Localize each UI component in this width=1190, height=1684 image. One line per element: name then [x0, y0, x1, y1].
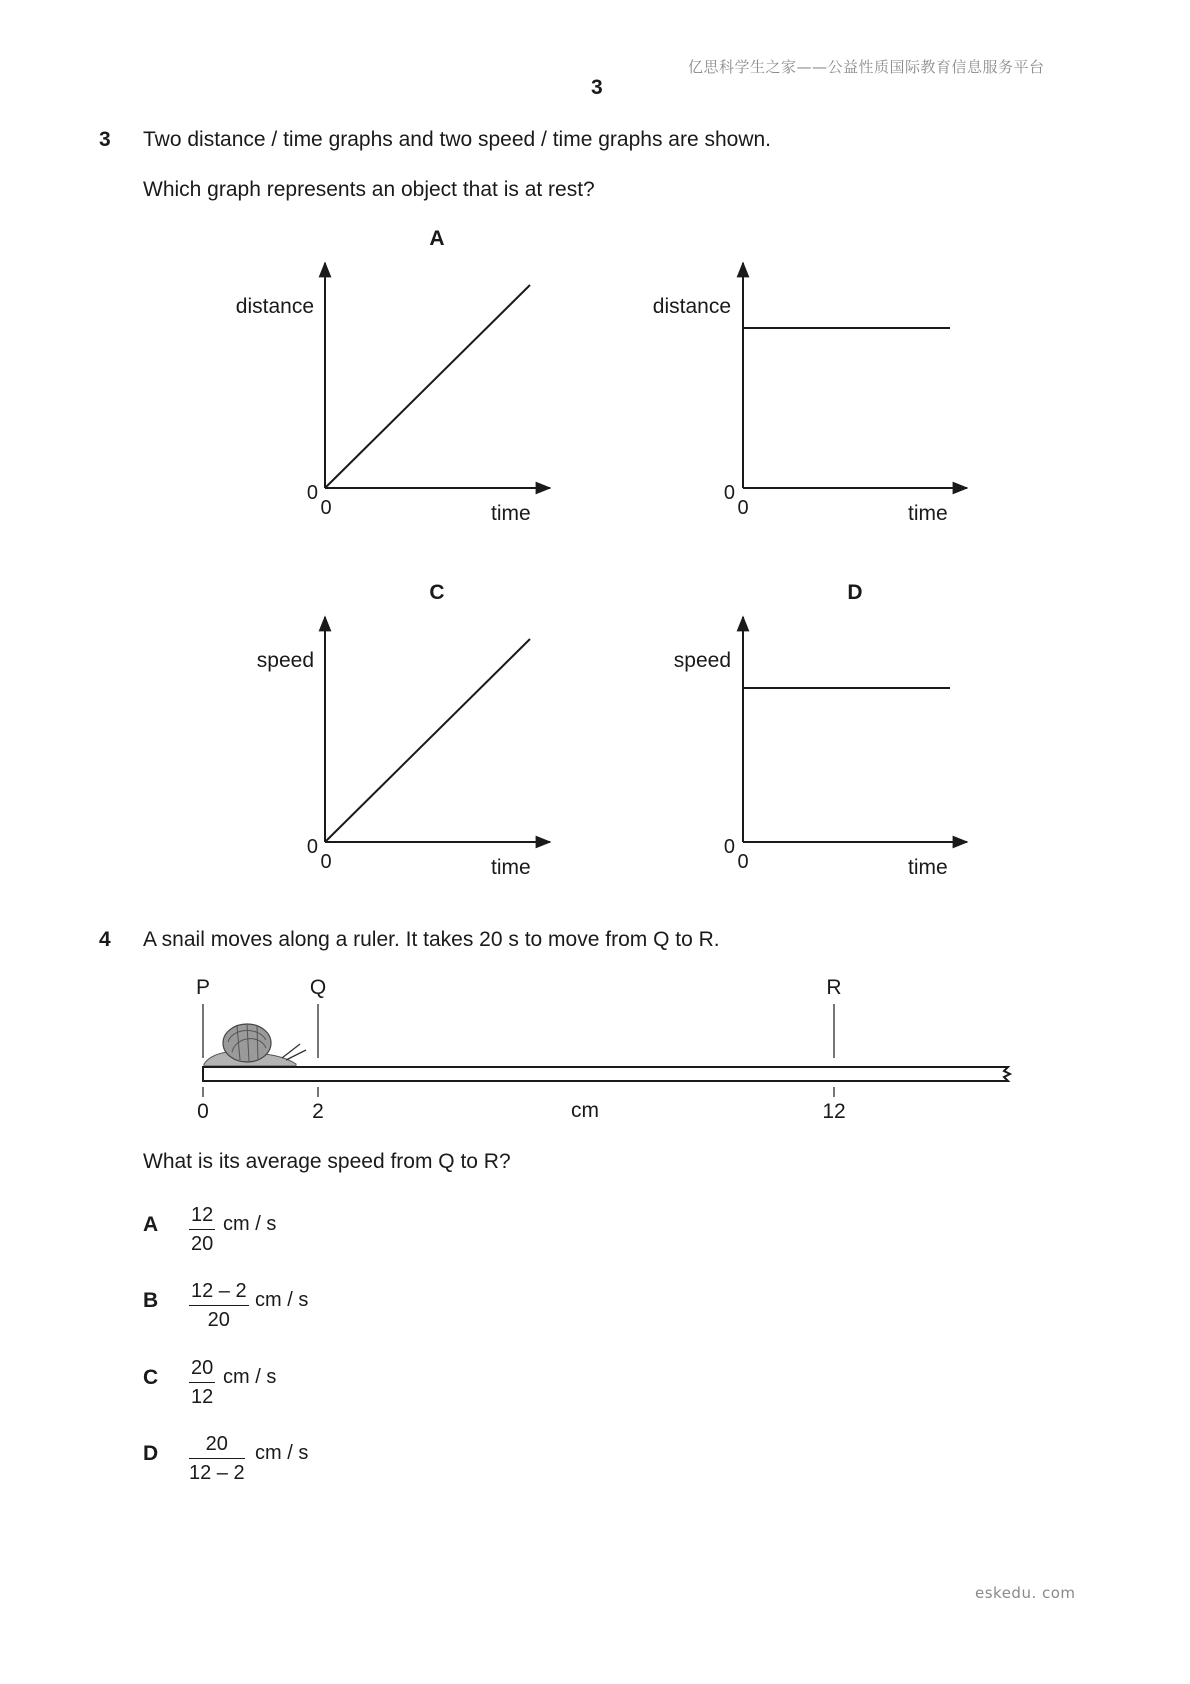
graph-b-origin-x: 0 — [737, 497, 749, 519]
option-d-denominator: 12 – 2 — [189, 1462, 245, 1484]
graph-d-origin-x: 0 — [737, 851, 749, 873]
question-3-prompt: Which graph represents an object that is at rest? — [143, 178, 595, 201]
question-4-prompt: What is its average speed from Q to R? — [143, 1150, 511, 1173]
graph-a-origin-x: 0 — [320, 497, 332, 519]
graph-d-xlabel: time — [908, 856, 948, 879]
option-c-denominator: 12 — [191, 1386, 214, 1408]
ruler-diagram — [0, 960, 1190, 1130]
graph-a-label: A — [429, 227, 445, 250]
tick-value-0: 0 — [197, 1100, 209, 1123]
option-a-numerator: 12 — [189, 1203, 215, 1230]
graph-c-origin-y: 0 — [306, 836, 318, 858]
graph-a-origin-y: 0 — [306, 482, 318, 504]
graph-d-ylabel: speed — [673, 649, 731, 672]
graph-c — [257, 581, 550, 879]
option-c-unit: cm / s — [223, 1366, 277, 1388]
option-c-fraction — [189, 1356, 215, 1409]
option-b-unit: cm / s — [255, 1289, 309, 1311]
graph-a-line — [325, 285, 530, 488]
footer-site: eskedu. com — [975, 1584, 1076, 1602]
graph-a — [236, 227, 550, 525]
graph-a-ylabel: distance — [235, 295, 314, 318]
marker-p-label: P — [195, 976, 211, 999]
ruler — [203, 1067, 1010, 1081]
tick-value-2: 2 — [312, 1100, 324, 1123]
graph-d — [674, 581, 967, 879]
option-b-numerator: 12 – 2 — [189, 1279, 249, 1306]
question-4-number: 4 — [99, 928, 111, 951]
snail-icon — [204, 1024, 306, 1066]
option-a-letter[interactable]: A — [143, 1213, 159, 1236]
graph-c-label: C — [429, 581, 445, 604]
option-a-fraction — [189, 1203, 215, 1256]
graph-d-origin-y: 0 — [723, 836, 735, 858]
option-a-denominator: 20 — [191, 1233, 214, 1255]
graph-b-ylabel: distance — [652, 295, 731, 318]
option-d-fraction — [189, 1432, 245, 1485]
option-d-letter[interactable]: D — [143, 1442, 159, 1465]
option-d-unit: cm / s — [255, 1442, 309, 1464]
question-3-text: Two distance / time graphs and two speed / time graphs are shown. — [143, 128, 772, 151]
marker-q-label: Q — [309, 976, 327, 999]
question-3-number: 3 — [99, 128, 111, 151]
graph-b-origin-y: 0 — [723, 482, 735, 504]
graph-d-label: D — [847, 581, 863, 604]
graph-a-xlabel: time — [491, 502, 531, 525]
graph-c-origin-x: 0 — [320, 851, 332, 873]
option-b-denominator: 20 — [207, 1309, 230, 1331]
question-4-text: A snail moves along a ruler. It takes 20 s to move from Q to R. — [143, 928, 720, 951]
graph-c-line — [325, 639, 530, 842]
option-c-letter[interactable]: C — [143, 1366, 159, 1389]
watermark-text: 亿思科学生之家——公益性质国际教育信息服务平台 — [688, 58, 1045, 76]
tick-value-12: 12 — [822, 1100, 846, 1123]
ruler-unit: cm — [571, 1099, 599, 1122]
graph-c-ylabel: speed — [256, 649, 314, 672]
graph-c-xlabel: time — [491, 856, 531, 879]
option-a-unit: cm / s — [223, 1213, 277, 1235]
option-d-numerator: 20 — [189, 1432, 245, 1459]
graph-b-xlabel: time — [908, 502, 948, 525]
option-b-fraction — [189, 1279, 249, 1332]
option-c-numerator: 20 — [189, 1356, 215, 1383]
marker-r-label: R — [826, 976, 842, 999]
page-number: 3 — [591, 76, 603, 99]
graph-b — [653, 263, 967, 525]
option-b-letter[interactable]: B — [143, 1289, 159, 1312]
